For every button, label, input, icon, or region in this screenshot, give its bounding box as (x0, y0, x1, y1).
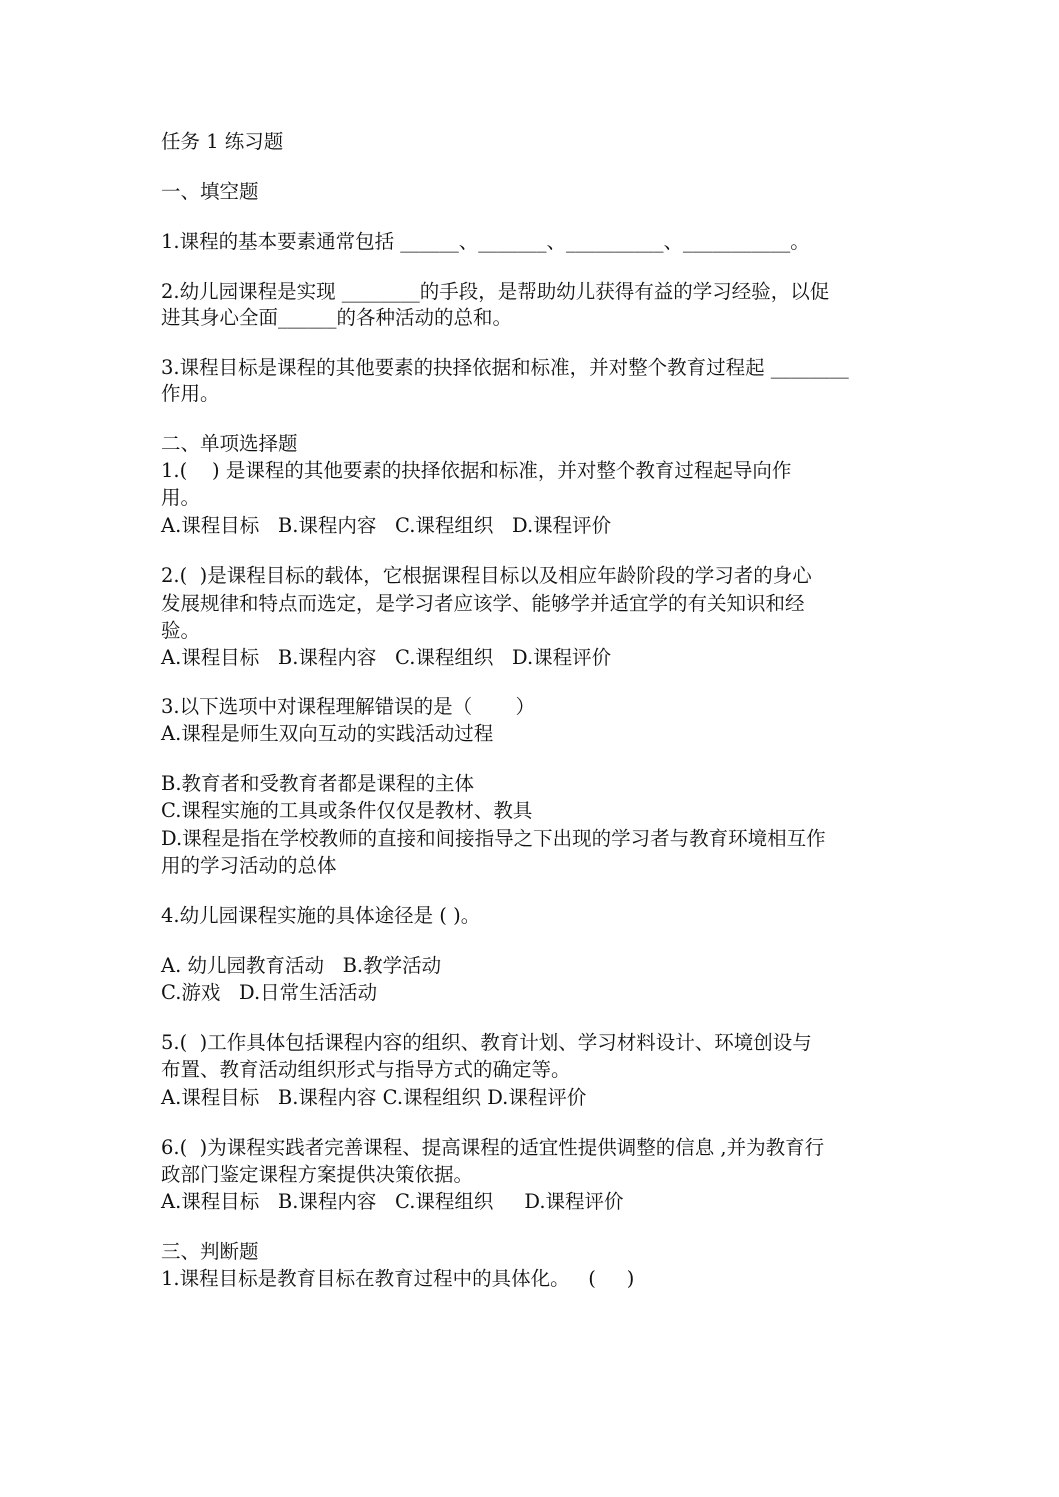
choice-question-5-options: A.课程目标 B.课程内容 C.课程组织 D.课程评价 (161, 1086, 587, 1109)
choice-question-2-options: A.课程目标 B.课程内容 C.课程组织 D.课程评价 (161, 646, 612, 669)
choice-question-3-option-a: A.课程是师生双向互动的实践活动过程 (161, 722, 494, 745)
choice-question-4-options-line-2: C.游戏 D.日常生活活动 (161, 981, 378, 1004)
choice-question-1-options: A.课程目标 B.课程内容 C.课程组织 D.课程评价 (161, 514, 612, 537)
choice-question-6-line-2: 政部门鉴定课程方案提供决策依据。 (161, 1163, 474, 1186)
choice-question-5-line-2: 布置、教育活动组织形式与指导方式的确定等。 (161, 1058, 571, 1081)
choice-question-3-option-b: B.教育者和受教育者都是课程的主体 (161, 772, 475, 795)
choice-question-4-options-line-1: A. 幼儿园教育活动 B.教学活动 (161, 954, 442, 977)
choice-question-1-line-2: 用。 (161, 486, 201, 509)
choice-question-3-option-d-line-2: 用的学习活动的总体 (161, 854, 337, 877)
choice-question-2-line-1: 2.( )是课程目标的载体，它根据课程目标以及相应年龄阶段的学习者的身心 (161, 564, 812, 587)
choice-question-4-stem: 4.幼儿园课程实施的具体途径是 ( )。 (161, 904, 481, 927)
fill-blank-question-2-line-2: 进其身心全面______的各种活动的总和。 (161, 306, 513, 329)
choice-question-5-line-1: 5.( )工作具体包括课程内容的组织、教育计划、学习材料设计、环境创设与 (161, 1031, 812, 1054)
choice-question-2-line-3: 验。 (161, 619, 201, 642)
document-title: 任务 1 练习题 (161, 130, 284, 153)
fill-blank-question-2-line-1: 2.幼儿园课程是实现 ________的手段，是帮助幼儿获得有益的学习经验，以促 (161, 280, 830, 303)
fill-blank-question-1: 1.课程的基本要素通常包括 ______、_______、__________、___________。 (161, 230, 810, 253)
true-false-question-1: 1.课程目标是教育目标在教育过程中的具体化。 ( ) (161, 1267, 635, 1290)
choice-question-3-option-c: C.课程实施的工具或条件仅仅是教材、教具 (161, 799, 533, 822)
section-heading-fill-blank: 一、填空题 (161, 180, 259, 203)
fill-blank-question-3-line-1: 3.课程目标是课程的其他要素的抉择依据和标准，并对整个教育过程起 ________ (161, 356, 849, 379)
choice-question-6-options: A.课程目标 B.课程内容 C.课程组织 D.课程评价 (161, 1190, 624, 1213)
choice-question-3-option-d-line-1: D.课程是指在学校教师的直接和间接指导之下出现的学习者与教育环境相互作 (161, 827, 826, 850)
section-heading-true-false: 三、判断题 (161, 1240, 259, 1263)
choice-question-2-line-2: 发展规律和特点而选定，是学习者应该学、能够学并适宜学的有关知识和经 (161, 592, 805, 615)
choice-question-3-stem: 3.以下选项中对课程理解错误的是（ ） (161, 695, 535, 718)
choice-question-1-line-1: 1.( ) 是课程的其他要素的抉择依据和标准，并对整个教育过程起导向作 (161, 459, 792, 482)
choice-question-6-line-1: 6.( )为课程实践者完善课程、提高课程的适宜性提供调整的信息 ,并为教育行 (161, 1136, 825, 1159)
section-heading-single-choice: 二、单项选择题 (161, 432, 298, 455)
fill-blank-question-3-line-2: 作用。 (161, 382, 220, 405)
